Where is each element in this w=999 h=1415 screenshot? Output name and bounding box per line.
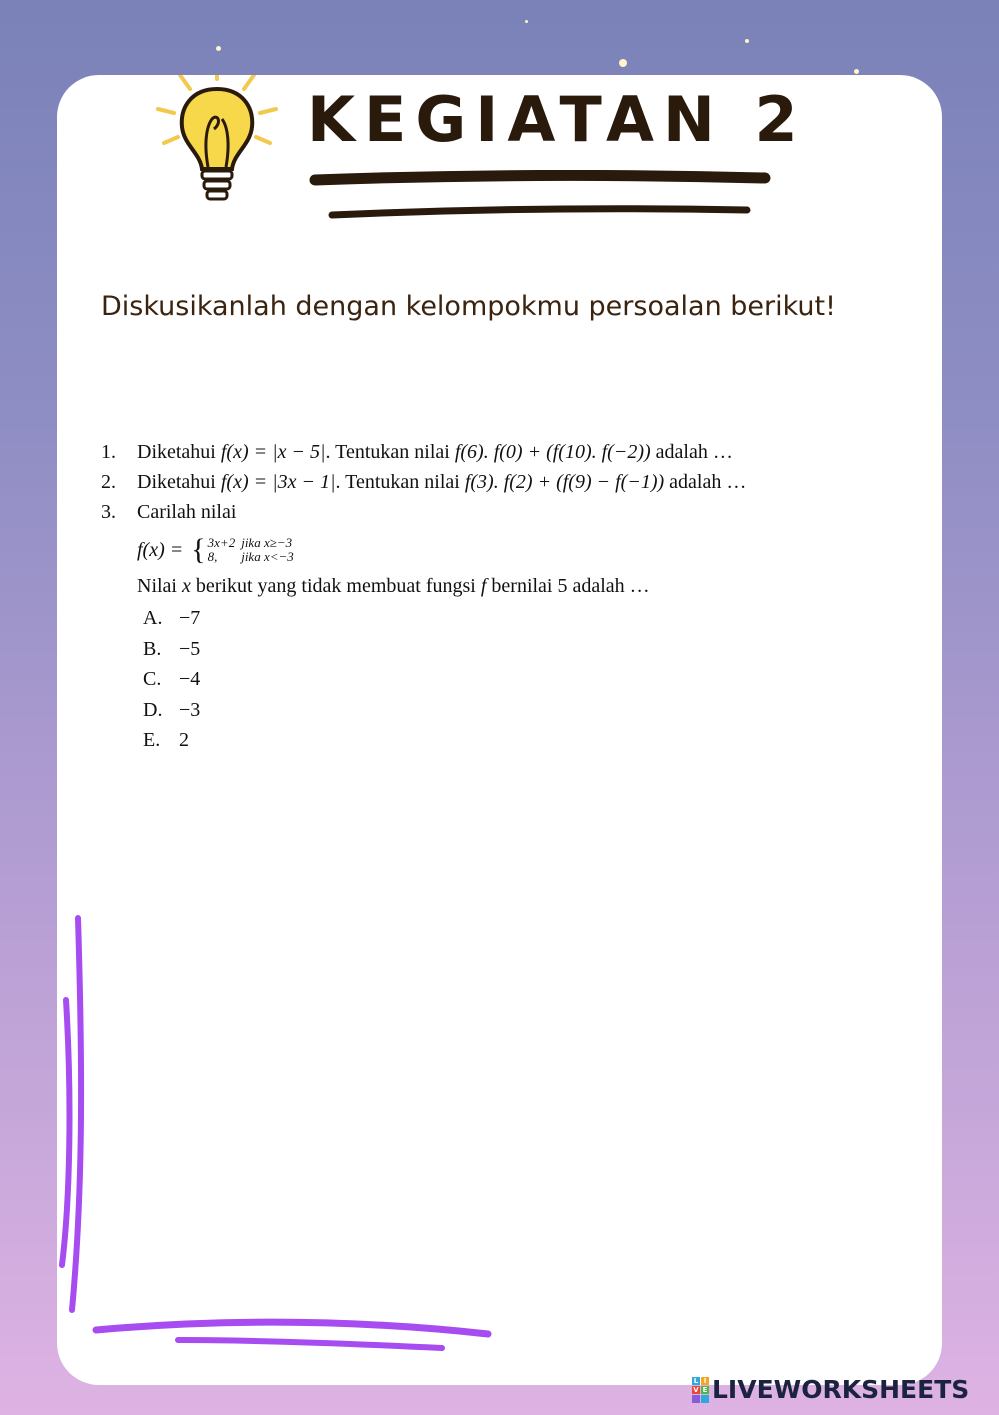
variable-f: f	[480, 575, 487, 597]
option-letter: B.	[143, 637, 162, 660]
question-number: 3.	[101, 501, 116, 523]
variable-x: x	[182, 575, 191, 597]
function-label: f(x) =	[137, 539, 184, 561]
prompt-text: Nilai	[137, 575, 182, 597]
option-e[interactable]	[143, 725, 931, 756]
logo-tile: L	[693, 1376, 699, 1385]
question-text: . Tentukan nilai	[325, 441, 455, 463]
case-condition: jika x≥−3	[241, 535, 293, 550]
title-underline	[307, 170, 777, 230]
option-value: −4	[179, 668, 201, 690]
page-title: KEGIATAN 2	[307, 83, 807, 156]
function-expression: f(x) = |x − 5|	[220, 441, 326, 463]
question-2	[101, 467, 931, 497]
liveworksheets-logo-icon	[692, 1377, 709, 1403]
question-1	[101, 437, 931, 467]
question-text: Diketahui	[137, 441, 221, 463]
question-text: Carilah nilai	[137, 501, 237, 523]
evaluation-expression: f(3). f(2) + (f(9) − f(−1))	[464, 471, 665, 493]
question-text: adalah …	[650, 441, 733, 463]
option-letter: C.	[143, 668, 162, 690]
piecewise-function	[101, 529, 931, 571]
question-list	[101, 437, 931, 756]
case-expression: 3x+2	[207, 535, 236, 550]
option-b[interactable]	[143, 634, 931, 665]
question-text: Diketahui	[137, 471, 221, 493]
option-letter: D.	[143, 698, 163, 721]
instruction-text: Diskusikanlah dengan kelompokmu persoalan berikut!	[101, 291, 836, 322]
option-c[interactable]	[143, 664, 931, 695]
logo-tile	[701, 1395, 709, 1403]
answer-options	[101, 603, 931, 756]
logo-tile: E	[702, 1385, 708, 1394]
prompt-text: bernilai 5 adalah …	[486, 575, 650, 597]
brace-icon: {	[191, 533, 206, 566]
function-expression: f(x) = |3x − 1|	[220, 471, 336, 493]
evaluation-expression: f(6). f(0) + (f(10). f(−2))	[454, 441, 651, 463]
sparkle	[854, 69, 859, 74]
sparkle	[216, 46, 221, 51]
question-text: . Tentukan nilai	[335, 471, 465, 493]
option-a[interactable]	[143, 603, 931, 634]
question-3	[101, 497, 931, 527]
sparkle	[619, 59, 627, 67]
liveworksheets-logo[interactable]	[692, 1375, 969, 1404]
question-text: adalah …	[664, 471, 747, 493]
case-condition: jika x<−3	[241, 549, 294, 564]
function-cases	[208, 536, 294, 564]
brand-name: LIVEWORKSHEETS	[712, 1375, 970, 1404]
option-value: −3	[179, 698, 201, 721]
option-value: 2	[179, 729, 189, 751]
question-3-prompt	[101, 571, 931, 601]
logo-tile: V	[693, 1385, 699, 1394]
option-d[interactable]	[143, 695, 931, 726]
case-expression: 8,	[207, 549, 218, 564]
worksheet-card	[57, 75, 942, 1385]
question-number: 1.	[101, 441, 116, 463]
logo-tile	[692, 1395, 700, 1403]
sparkle	[745, 39, 749, 43]
option-value: −7	[179, 607, 201, 629]
light-bulb-icon	[152, 75, 282, 217]
question-number: 2.	[101, 471, 116, 493]
option-letter: E.	[143, 729, 161, 751]
option-value: −5	[179, 637, 201, 660]
sparkle	[525, 20, 528, 23]
logo-tile: I	[701, 1377, 709, 1385]
prompt-text: berikut yang tidak membuat fungsi	[190, 575, 481, 597]
option-letter: A.	[143, 607, 163, 629]
